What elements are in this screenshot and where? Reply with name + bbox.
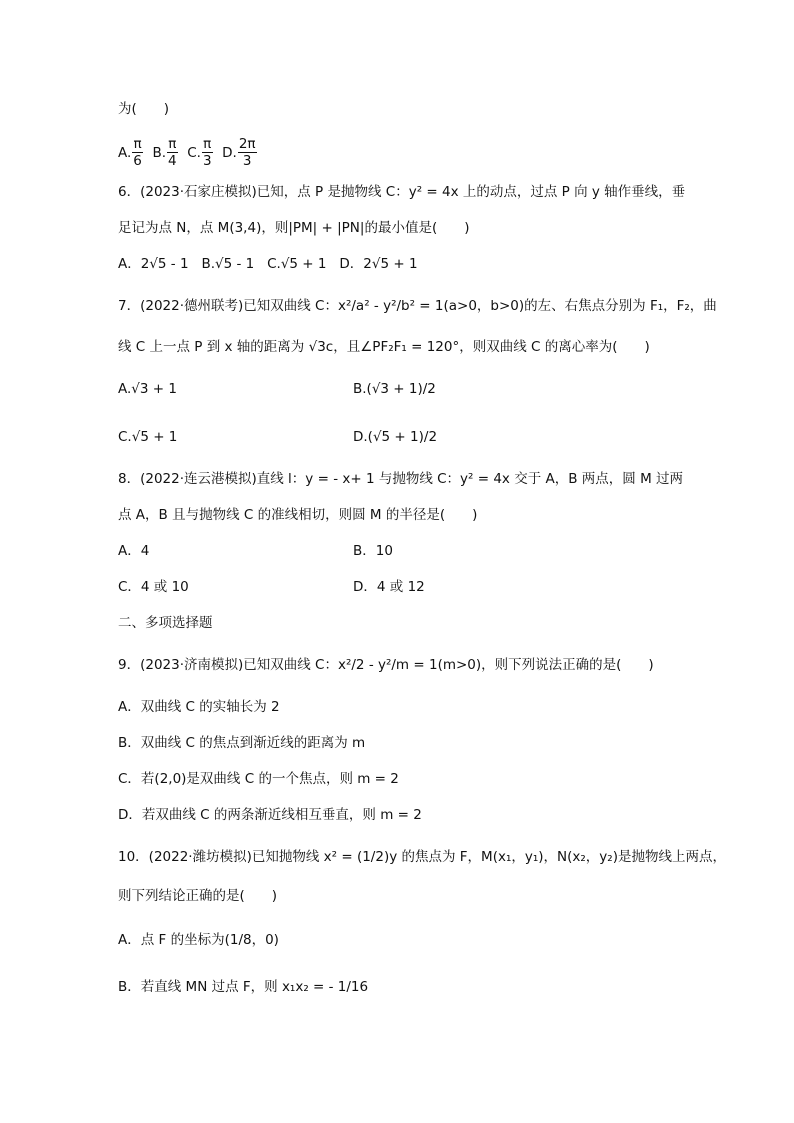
q6-option-c: C.√5 + 1 [267,256,327,272]
q5-options [118,136,258,169]
q6-options [118,254,418,274]
q7-option-c: C.√5 + 1 [118,429,178,445]
q7-option-a: A.√3 + 1 [118,381,177,397]
q5-option-a: A. $\frac{\pi}{6}$ [118,136,142,169]
q6-option-d: D．2√5 + 1 [339,256,418,272]
q10-option-b: B．若直线 MN 过点 F，则 x₁x₂ = - 1/16 [118,979,369,995]
q8-option-c: C．4 或 10 [118,579,189,595]
q8-option-a: A．4 [118,543,150,559]
q6-option-b: B.√5 - 1 [201,256,255,272]
q9-option-c: C．若(2,0)是双曲线 C 的一个焦点，则 m = 2 [118,771,399,787]
q5-option-c: C. $\frac{\pi}{3}$ [187,136,212,169]
q6-line2: 足记为点 N，点 M(3,4)，则|PM| + |PN|的最小值是( ) [118,220,470,236]
q6-line1: 6．(2023·石家庄模拟)已知，点 P 是抛物线 C：y² = 4x 上的动点，过点 P 向 y 轴作垂线，垂 [118,184,686,200]
q7-line1: 7．(2022·德州联考)已知双曲线 C：x²/a² - y²/b² = 1(a>0，b>0)的左、右焦点分别为 F₁，F₂，曲 [118,298,717,314]
q8-option-d: D．4 或 12 [353,579,425,595]
q9-option-b: B．双曲线 C 的焦点到渐近线的距离为 m [118,735,366,751]
section-heading: 二、多项选择题 [118,615,213,631]
q8-line1: 8．(2022·连云港模拟)直线 l：y = - x+ 1 与抛物线 C：y² = 4x 交于 A，B 两点，圆 M 过两 [118,471,684,487]
q9-option-d: D．若双曲线 C 的两条渐近线相互垂直，则 m = 2 [118,807,422,823]
q5-tail: 为( ) [118,101,170,117]
q7-option-b: B.(√3 + 1)/2 [353,381,436,397]
q7-line2: 线 C 上一点 P 到 x 轴的距离为 √3c，且∠PF₂F₁ = 120°，则双曲线 C 的离心率为( ) [118,339,650,355]
q9-option-a: A．双曲线 C 的实轴长为 2 [118,699,280,715]
q7-option-d: D.(√5 + 1)/2 [353,429,438,445]
q6-option-a: A．2√5 - 1 [118,256,189,272]
q10-line1: 10．(2022·潍坊模拟)已知抛物线 x² = (1/2)y 的焦点为 F，M(x₁，y₁)，N(x₂，y₂)是抛物线上两点， [118,849,726,865]
q10-line2: 则下列结论正确的是( ) [118,888,278,904]
q8-option-b: B．10 [353,543,393,559]
q9-line1: 9．(2023·济南模拟)已知双曲线 C：x²/2 - y²/m = 1(m>0)，则下列说法正确的是( ) [118,657,654,673]
q5-option-b: B. $\frac{\pi}{4}$ [152,136,177,169]
q5-option-d: D. $\frac{2\pi}{3}$ [222,136,256,169]
q10-option-a: A．点 F 的坐标为(1/8，0) [118,932,279,948]
q8-line2: 点 A，B 且与抛物线 C 的准线相切，则圆 M 的半径是( ) [118,507,478,523]
